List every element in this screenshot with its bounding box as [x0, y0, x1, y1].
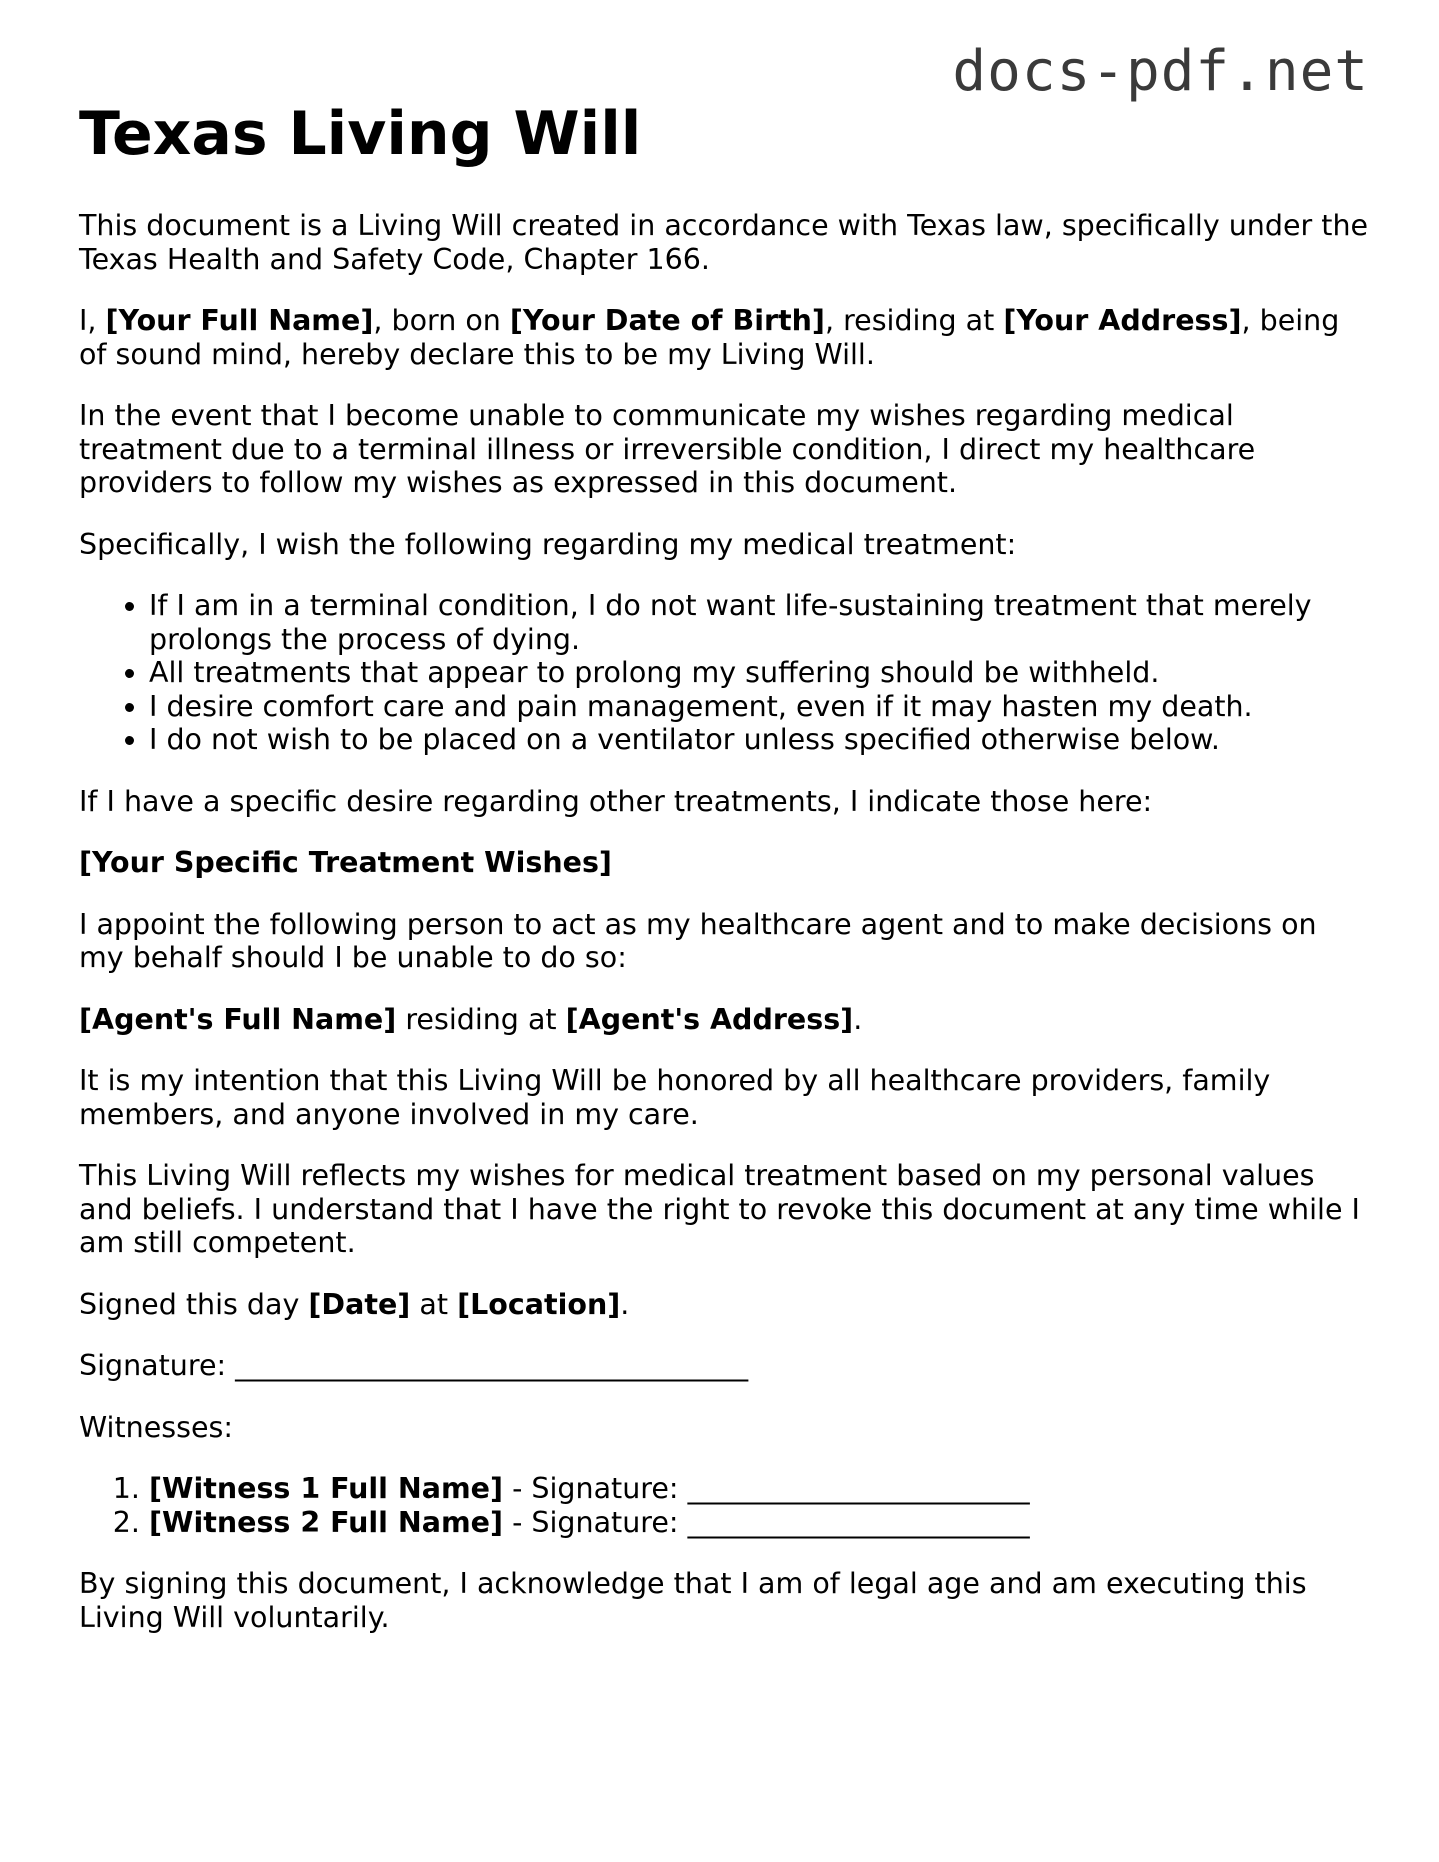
witness-item: [149, 1472, 1369, 1506]
wish-item: • I do not wish to be placed on a ventilator unless specified otherwise below.: [149, 723, 1369, 757]
witness-signature-line: - Signature: ________________________: [503, 1472, 1030, 1505]
specifically-paragraph: Specifically, I wish the following regarding my medical treatment:: [79, 527, 1017, 561]
address-placeholder: [Your Address]: [1003, 304, 1242, 337]
signed-paragraph: [79, 1288, 1369, 1322]
declaration-paragraph: [79, 304, 1369, 371]
witness-name: [Witness 2 Full Name]: [149, 1505, 504, 1539]
witness-item: [149, 1506, 1369, 1540]
specific-wishes-placeholder: [79, 846, 1369, 880]
full-name-placeholder: [Your Full Name]: [105, 304, 374, 337]
signed-text-1: Signed this day: [79, 1287, 309, 1321]
date-of-birth-placeholder: [Your Date of Birth]: [509, 304, 825, 337]
signed-text-3: .: [620, 1287, 630, 1321]
witnesses-label: Witnesses:: [79, 1410, 233, 1444]
agent-text-2: .: [853, 1002, 863, 1036]
intro-paragraph: This document is a Living Will created in accordance with Texas law, specifically under the Texas Health and Safety Code, Chapter 166.: [79, 209, 1369, 276]
wish-item: • All treatments that appear to prolong my suffering should be withheld.: [149, 656, 1369, 690]
wish-item: • If I am in a terminal condition, I do not want life-sustaining treatment that merely prolongs the process of dying.: [149, 589, 1369, 656]
event-paragraph: In the event that I become unable to communicate my wishes regarding medical treatment due to a terminal illness or irreversible condition, I direct my healthcare providers to follow my wishes as expressed in this document.: [79, 399, 1256, 499]
appoint-paragraph: I appoint the following person to act as my healthcare agent and to make decisions on my behalf should I be unable to do so:: [79, 907, 1317, 974]
agent-paragraph: [79, 1003, 1369, 1037]
agent-address-placeholder: [Agent's Address]: [565, 1002, 854, 1036]
document-title: Texas Living Will: [79, 99, 642, 169]
wish-item: • I desire comfort care and pain management, even if it may hasten my death.: [149, 690, 1369, 724]
location-placeholder: [Location]: [457, 1287, 621, 1321]
signed-text-2: at: [410, 1287, 458, 1321]
agent-name-placeholder: [Agent's Full Name]: [79, 1002, 397, 1036]
document-body: [79, 100, 1369, 1634]
signature-line: Signature: ____________________________________: [79, 1349, 749, 1382]
declaration-text-3: , residing at: [824, 304, 1004, 337]
declaration-text-4: , being of sound mind, hereby declare this to be my Living Will.: [79, 304, 1340, 371]
watermark: docs-pdf.net: [952, 39, 1369, 104]
witness-signature-line: - Signature: ________________________: [503, 1505, 1030, 1539]
closing-paragraph: By signing this document, I acknowledge that I am of legal age and am executing this Living Will voluntarily.: [79, 1567, 1307, 1634]
reflects-paragraph: This Living Will reflects my wishes for medical treatment based on my personal values and beliefs. I understand that I have the right to revoke this document at any time while I am still competent.: [79, 1159, 1360, 1259]
specific-wishes-text: [Your Specific Treatment Wishes]: [79, 846, 612, 879]
intention-paragraph: It is my intention that this Living Will be honored by all healthcare providers, family members, and anyone involved in my care.: [79, 1064, 1271, 1131]
wishes-list: [79, 589, 1369, 757]
witness-name: [Witness 1 Full Name]: [149, 1472, 504, 1505]
agent-text-1: residing at: [396, 1002, 566, 1036]
declaration-text-2: , born on: [373, 304, 510, 337]
date-placeholder: [Date]: [308, 1287, 411, 1321]
declaration-text-1: I,: [79, 304, 106, 337]
other-treatments-paragraph: If I have a specific desire regarding other treatments, I indicate those here:: [79, 784, 1153, 818]
witnesses-list: [79, 1472, 1369, 1539]
